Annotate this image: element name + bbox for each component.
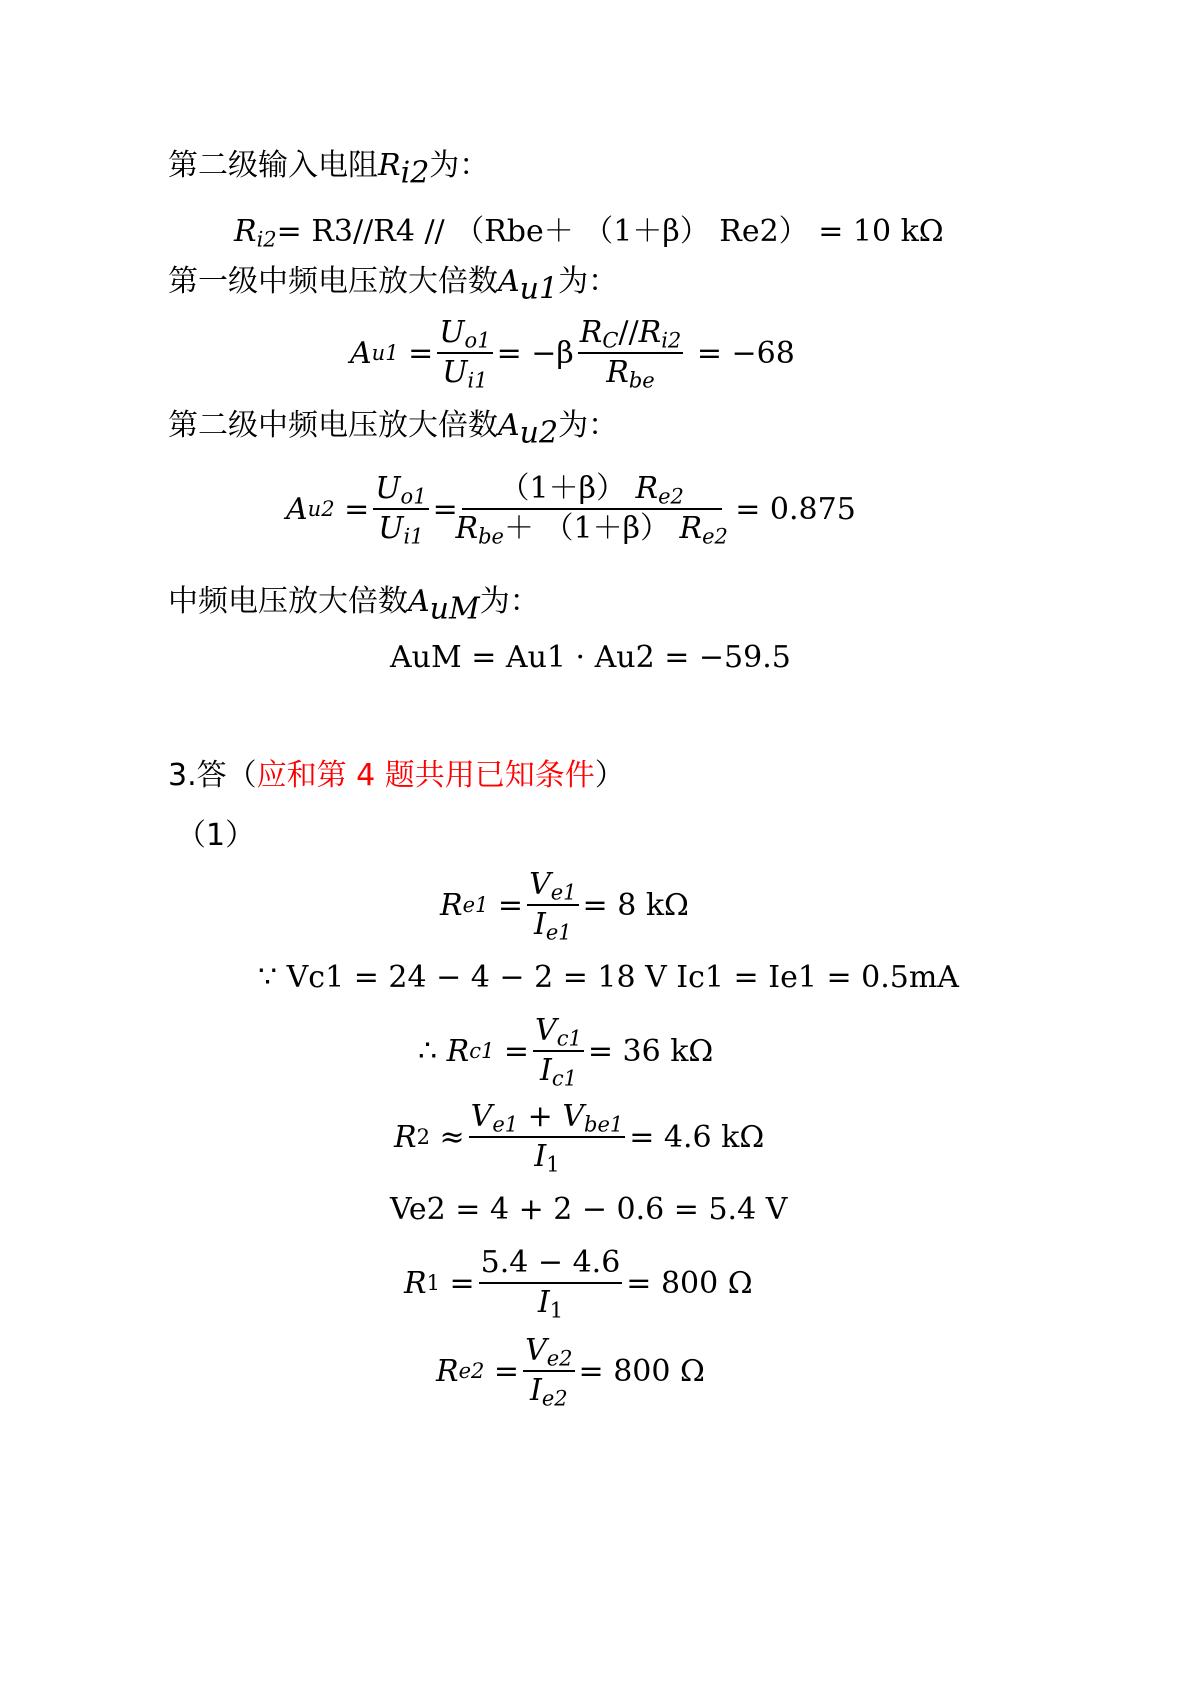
symbol: R [378, 148, 401, 183]
intro-text: 第二级中频电压放大倍数 [168, 408, 498, 443]
intro-au1 [168, 262, 619, 307]
equation-ve2 [390, 1192, 787, 1227]
equation-result: = 36 kΩ [587, 1033, 714, 1069]
symbol: A [408, 584, 430, 619]
symbol-sub: uM [429, 591, 480, 627]
equation-text: Ve2 = 4 + 2 − 0.6 = 5.4 V [390, 1192, 788, 1227]
paren-close: ） [594, 758, 625, 793]
equation-text: ∵ Vc1 = 24 − 4 − 2 = 18 V Ic1 = Ie1 = 0.5mA [258, 960, 959, 995]
intro-text: 中频电压放大倍数 [168, 584, 408, 619]
intro-text: 第二级输入电阻 [168, 148, 378, 183]
equation-re2: R e2 = $\frac{V_{e2}}{I_{e2}}$ = 800 Ω [436, 1333, 705, 1411]
intro-suffix: 为： [558, 264, 619, 299]
symbol: A [498, 408, 520, 443]
equation-au1: A u1 = $\frac{U_{o1}}{U_{i1}}$ = −β $\frac{R_C//R_{i2}}{R_{be}}$ = −68 [350, 315, 795, 393]
symbol-sub: u2 [519, 415, 559, 451]
equation-au2: A u2 = $\frac{U_{o1}}{U_{i1}}$ = $\frac{(1+\beta) R_{e2}}{R_{be}+ (1+\beta) R_{e2}}$ = 0.875 [286, 471, 856, 549]
equation-r1: R 1 = $\frac{5.4 - 4.6}{I_1}$ = 800 Ω [404, 1245, 753, 1323]
symbol: A [498, 264, 520, 299]
part-label [176, 816, 255, 856]
equation-ri2: $R_{i2}= R3//R4 // (Rbe+ (1+\beta) Re2) = 10$ kΩ [234, 214, 944, 252]
equation-rc1: ∴ R c1 = $\frac{V_{c1}}{I_{c1}}$ = 36 kΩ [418, 1013, 714, 1091]
intro-suffix: 为： [429, 148, 490, 183]
equation-result: = 800 Ω [626, 1265, 753, 1301]
equation-result: = −68 [696, 335, 795, 371]
equation-result: = 4.6 kΩ [629, 1119, 765, 1155]
equation-result: = 0.875 [735, 491, 856, 527]
equation-result: = 8 kΩ [582, 887, 689, 923]
equation-text: AuM = Au1 · Au2 = −59.5 [390, 640, 791, 675]
therefore-symbol: ∴ [418, 1033, 438, 1069]
paren-open: （ [226, 758, 257, 793]
intro-text: 第一级中频电压放大倍数 [168, 264, 498, 299]
intro-au2 [168, 406, 619, 451]
symbol-sub: u1 [519, 271, 559, 307]
intro-aum [168, 582, 540, 627]
equation-result: = 800 Ω [578, 1353, 705, 1389]
equation-re1: R e1 = $\frac{V_{e1}}{I_{e1}}$ = 8 kΩ [440, 867, 689, 945]
equation-r2: R 2 ≈ $\frac{V_{e1} + V_{be1}}{I_1}$ = 4.6 kΩ [394, 1099, 765, 1177]
intro-ri2 [168, 146, 490, 191]
equation-aum [390, 640, 791, 675]
intro-suffix: 为： [479, 584, 540, 619]
section-heading [168, 756, 625, 796]
section-number: 3.答 [168, 758, 227, 793]
part-number: （1） [176, 818, 256, 853]
symbol-sub: i2 [400, 155, 430, 191]
section-note: 应和第 4 题共用已知条件 [256, 758, 595, 793]
intro-suffix: 为： [558, 408, 619, 443]
equation-vc1 [258, 960, 959, 995]
fraction-numerator: 5.4 − 4.6 [480, 1245, 621, 1280]
equation-text: = R3//R4 // （Rbe＋ （1＋β） Re2） = 10 kΩ [276, 214, 944, 249]
